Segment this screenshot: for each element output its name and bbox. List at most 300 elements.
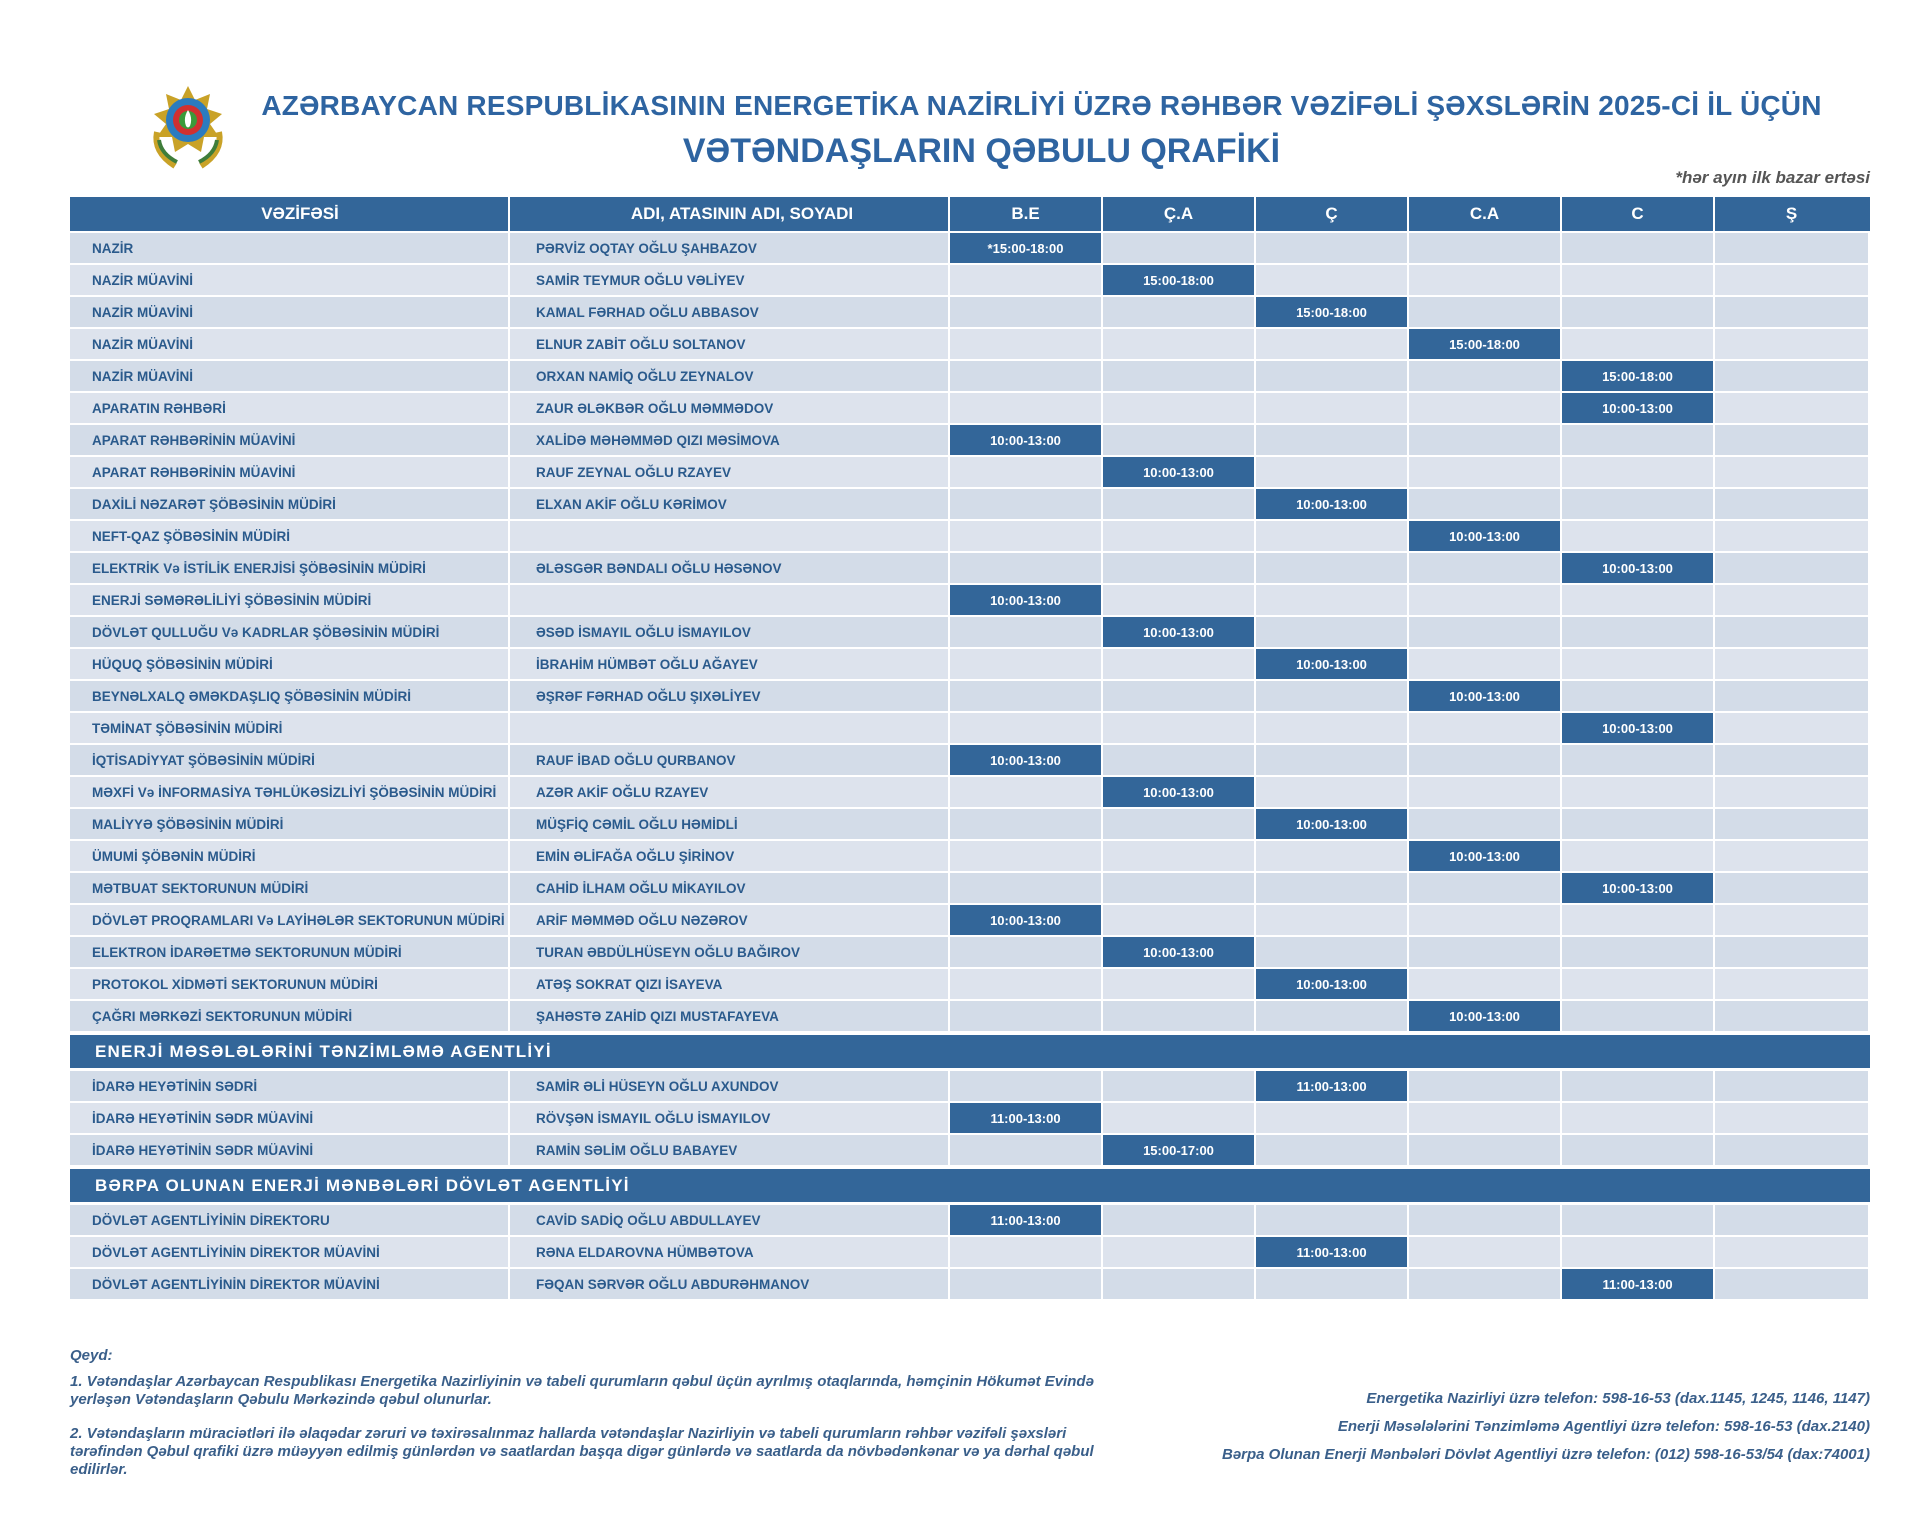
reception-time-cell: 11:00-13:00 [1256,1071,1409,1101]
table-row [70,553,1870,583]
position-cell: DAXİLİ NƏZARƏT ŞÖBƏSİNİN MÜDİRİ [70,489,510,519]
person-name-cell: AZƏR AKİF OĞLU RZAYEV [510,777,950,807]
person-name-cell: SAMİR TEYMUR OĞLU VƏLİYEV [510,265,950,295]
table-row [70,489,1870,519]
empty-day-cell [1562,489,1715,519]
empty-day-cell [1256,329,1409,359]
position-cell: ÇAĞRI MƏRKƏZİ SEKTORUNUN MÜDİRİ [70,1001,510,1031]
person-name-cell: PƏRVİZ OQTAY OĞLU ŞAHBAZOV [510,233,950,263]
position-cell: APARATIN RƏHBƏRİ [70,393,510,423]
empty-day-cell [1409,873,1562,903]
empty-day-cell [1409,1071,1562,1101]
empty-day-cell [1409,809,1562,839]
position-cell: İDARƏ HEYƏTİNİN SƏDR MÜAVİNİ [70,1135,510,1165]
empty-day-cell [1256,905,1409,935]
reception-time-cell: 10:00-13:00 [1103,937,1256,967]
first-monday-note: *hər ayın ilk bazar ertəsi [1675,168,1870,187]
table-row [70,329,1870,359]
empty-day-cell [1409,425,1562,455]
empty-day-cell [1256,841,1409,871]
empty-day-cell [1409,617,1562,647]
empty-day-cell [1103,329,1256,359]
reception-time-cell: 15:00-18:00 [1103,265,1256,295]
position-cell: ELEKTRİK Və İSTİLİK ENERJİSİ ŞÖBƏSİNİN MÜDİRİ [70,553,510,583]
empty-day-cell [1715,1071,1868,1101]
table-row [70,233,1870,263]
empty-day-cell [1562,233,1715,263]
empty-day-cell [1103,905,1256,935]
table-row [70,361,1870,391]
empty-day-cell [1715,1205,1868,1235]
empty-day-cell [1715,1103,1868,1133]
table-row [70,969,1870,999]
empty-day-cell [1562,969,1715,999]
position-cell: DÖVLƏT QULLUĞU Və KADRLAR ŞÖBƏSİNİN MÜDİRİ [70,617,510,647]
table-row [70,905,1870,935]
empty-day-cell [1256,745,1409,775]
contact-phones [1222,1385,1870,1469]
position-cell: DÖVLƏT AGENTLİYİNİN DİREKTOR MÜAVİNİ [70,1237,510,1267]
person-name-cell: KAMAL FƏRHAD OĞLU ABBASOV [510,297,950,327]
table-row [70,809,1870,839]
empty-day-cell [950,265,1103,295]
empty-day-cell [1562,809,1715,839]
empty-day-cell [1562,265,1715,295]
empty-day-cell [1715,425,1868,455]
table-row [70,1135,1870,1165]
empty-day-cell [1409,713,1562,743]
empty-day-cell [1256,1103,1409,1133]
empty-day-cell [1409,1205,1562,1235]
reception-time-cell: 10:00-13:00 [1409,841,1562,871]
empty-day-cell [1103,1071,1256,1101]
empty-day-cell [1715,521,1868,551]
reception-time-cell: 10:00-13:00 [1562,553,1715,583]
table-row [70,457,1870,487]
reception-time-cell: 10:00-13:00 [950,425,1103,455]
title-line-2: VƏTƏNDAŞLARIN QƏBULU QRAFİKİ [682,132,1281,170]
empty-day-cell [1103,361,1256,391]
position-cell: ENERJİ SƏMƏRƏLİLİYİ ŞÖBƏSİNİN MÜDİRİ [70,585,510,615]
position-cell: NAZİR MÜAVİNİ [70,361,510,391]
empty-day-cell [1103,841,1256,871]
empty-day-cell [1715,649,1868,679]
empty-day-cell [1103,1269,1256,1299]
table-row [70,425,1870,455]
empty-day-cell [1409,361,1562,391]
empty-day-cell [950,521,1103,551]
empty-day-cell [1103,745,1256,775]
section-rows [70,1071,1870,1165]
empty-day-cell [1103,1205,1256,1235]
empty-day-cell [1256,265,1409,295]
empty-day-cell [950,457,1103,487]
table-row [70,777,1870,807]
person-name-cell [510,521,950,551]
empty-day-cell [1562,1001,1715,1031]
person-name-cell: XALİDƏ MƏHƏMMƏD QIZI MƏSİMOVA [510,425,950,455]
column-header: B.E [950,197,1103,231]
person-name-cell: ATƏŞ SOKRAT QIZI İSAYEVA [510,969,950,999]
empty-day-cell [950,937,1103,967]
empty-day-cell [1409,265,1562,295]
position-cell: APARAT RƏHBƏRİNİN MÜAVİNİ [70,425,510,455]
person-name-cell: RÖVŞƏN İSMAYIL OĞLU İSMAYILOV [510,1103,950,1133]
empty-day-cell [1256,1205,1409,1235]
reception-time-cell: 10:00-13:00 [1409,681,1562,711]
column-header: Ç.A [1103,197,1256,231]
empty-day-cell [1715,809,1868,839]
position-cell: NAZİR MÜAVİNİ [70,329,510,359]
empty-day-cell [1103,489,1256,519]
person-name-cell: ƏLƏSGƏR BƏNDALI OĞLU HƏSƏNOV [510,553,950,583]
person-name-cell: ELNUR ZABİT OĞLU SOLTANOV [510,329,950,359]
empty-day-cell [1562,521,1715,551]
person-name-cell: ŞAHƏSTƏ ZAHİD QIZI MUSTAFAYEVA [510,1001,950,1031]
reception-time-cell: 10:00-13:00 [1103,457,1256,487]
empty-day-cell [1103,297,1256,327]
person-name-cell: ARİF MƏMMƏD OĞLU NƏZƏROV [510,905,950,935]
empty-day-cell [1103,425,1256,455]
empty-day-cell [1715,265,1868,295]
empty-day-cell [1256,521,1409,551]
person-name-cell: RAUF ZEYNAL OĞLU RZAYEV [510,457,950,487]
empty-day-cell [950,617,1103,647]
table-row [70,713,1870,743]
empty-day-cell [1562,777,1715,807]
person-name-cell: MÜŞFİQ CƏMİL OĞLU HƏMİDLİ [510,809,950,839]
empty-day-cell [1409,1103,1562,1133]
empty-day-cell [1103,553,1256,583]
empty-day-cell [1103,521,1256,551]
reception-time-cell: 11:00-13:00 [950,1103,1103,1133]
table-row [70,1205,1870,1235]
reception-time-cell: 15:00-18:00 [1562,361,1715,391]
person-name-cell: RAUF İBAD OĞLU QURBANOV [510,745,950,775]
empty-day-cell [1562,905,1715,935]
reception-time-cell: 10:00-13:00 [1256,489,1409,519]
empty-day-cell [1103,649,1256,679]
table-row [70,1269,1870,1299]
column-header: Ş [1785,204,1798,223]
reception-time-cell: 10:00-13:00 [1256,649,1409,679]
note-2: 2. Vətəndaşların müraciətləri ilə əlaqədar zəruri və təxirəsalınmaz hallarda vətəndaşlar Nazirliyin və tabeli qurumların rəhbər vəzifəli şəxsləri tərəfindən Qəbul qrafiki üzrə müəyyən edilmiş günlərdən və saatlardan başqa digər günlərdə və saatlarda da növbədənkənar və ya dərhal qəbul edilirlər. [70,1425,1094,1478]
reception-time-cell: 11:00-13:00 [950,1205,1103,1235]
table-row [70,617,1870,647]
empty-day-cell [1409,905,1562,935]
empty-day-cell [1409,393,1562,423]
section-header: BƏRPA OLUNAN ENERJİ MƏNBƏLƏRİ DÖVLƏT AGENTLİYİ [70,1169,1870,1202]
empty-day-cell [950,393,1103,423]
reception-time-cell: 10:00-13:00 [1409,1001,1562,1031]
empty-day-cell [1256,713,1409,743]
reception-time-cell: 10:00-13:00 [1103,777,1256,807]
empty-day-cell [1715,937,1868,967]
empty-day-cell [1562,329,1715,359]
person-name-cell: FƏQAN SƏRVƏR OĞLU ABDURƏHMANOV [510,1269,950,1299]
position-cell: DÖVLƏT AGENTLİYİNİN DİREKTORU [70,1205,510,1235]
reception-time-cell: 10:00-13:00 [950,905,1103,935]
note-1: 1. Vətəndaşlar Azərbaycan Respublikası Energetika Nazirliyinin və tabeli qurumların qəbul üçün ayrılmış otaqlarında, həmçinin Hökumət Evində yerləşən Vətəndaşların Qəbulu Mərkəzində qəbul olunurlar. [70,1373,1094,1408]
empty-day-cell [1103,1001,1256,1031]
empty-day-cell [950,841,1103,871]
empty-day-cell [1715,873,1868,903]
empty-day-cell [1103,969,1256,999]
empty-day-cell [950,1135,1103,1165]
position-cell: NAZİR MÜAVİNİ [70,297,510,327]
person-name-cell [510,713,950,743]
empty-day-cell [1715,553,1868,583]
empty-day-cell [950,713,1103,743]
reception-time-cell: 10:00-13:00 [950,585,1103,615]
reception-time-cell: 10:00-13:00 [1256,809,1409,839]
empty-day-cell [1256,937,1409,967]
empty-day-cell [950,873,1103,903]
table-row [70,745,1870,775]
reception-time-cell: 10:00-13:00 [1562,873,1715,903]
empty-day-cell [1256,1001,1409,1031]
empty-day-cell [1256,457,1409,487]
note-heading: Qeyd: [70,1347,113,1364]
empty-day-cell [1562,841,1715,871]
empty-day-cell [1256,425,1409,455]
empty-day-cell [1409,233,1562,263]
empty-day-cell [950,777,1103,807]
person-name-cell: ORXAN NAMİQ OĞLU ZEYNALOV [510,361,950,391]
position-cell: MƏTBUAT SEKTORUNUN MÜDİRİ [70,873,510,903]
reception-time-cell: 10:00-13:00 [1562,713,1715,743]
empty-day-cell [1103,233,1256,263]
empty-day-cell [1103,1103,1256,1133]
table-row [70,937,1870,967]
empty-day-cell [1103,393,1256,423]
empty-day-cell [1409,297,1562,327]
empty-day-cell [1409,1135,1562,1165]
column-header: C.A [1409,197,1562,231]
empty-day-cell [1715,777,1868,807]
empty-day-cell [1103,873,1256,903]
empty-day-cell [1256,617,1409,647]
person-name-cell: CAHİD İLHAM OĞLU MİKAYILOV [510,873,950,903]
column-header: C [1562,197,1715,231]
empty-day-cell [1562,681,1715,711]
empty-day-cell [1256,777,1409,807]
position-cell: ÜMUMİ ŞÖBƏNİN MÜDİRİ [70,841,510,871]
empty-day-cell [950,297,1103,327]
empty-day-cell [950,1001,1103,1031]
empty-day-cell [950,1071,1103,1101]
section-header: ENERJİ MƏSƏLƏLƏRİNİ TƏNZİMLƏMƏ AGENTLİYİ [70,1035,1870,1068]
reception-time-cell: 10:00-13:00 [1256,969,1409,999]
empty-day-cell [1103,1237,1256,1267]
empty-day-cell [1103,809,1256,839]
empty-day-cell [1409,1269,1562,1299]
table-row [70,1071,1870,1101]
reception-time-cell: 11:00-13:00 [1256,1237,1409,1267]
empty-day-cell [1256,1135,1409,1165]
table-row [70,649,1870,679]
empty-day-cell [950,1269,1103,1299]
column-header: VƏZİFƏSİ [70,197,510,231]
empty-day-cell [950,553,1103,583]
empty-day-cell [1562,937,1715,967]
person-name-cell: ƏŞRƏF FƏRHAD OĞLU ŞIXƏLİYEV [510,681,950,711]
table-row [70,681,1870,711]
empty-day-cell [1715,329,1868,359]
position-cell: İDARƏ HEYƏTİNİN SƏDR MÜAVİNİ [70,1103,510,1133]
empty-day-cell [950,489,1103,519]
empty-day-cell [1715,841,1868,871]
empty-day-cell [1256,681,1409,711]
position-cell: DÖVLƏT AGENTLİYİNİN DİREKTOR MÜAVİNİ [70,1269,510,1299]
table-row [70,265,1870,295]
empty-day-cell [1715,1135,1868,1165]
empty-day-cell [1562,1103,1715,1133]
person-name-cell: RƏNA ELDAROVNA HÜMBƏTOVA [510,1237,950,1267]
empty-day-cell [1562,649,1715,679]
empty-day-cell [1562,745,1715,775]
person-name-cell: ZAUR ƏLƏKBƏR OĞLU MƏMMƏDOV [510,393,950,423]
person-name-cell: ELXAN AKİF OĞLU KƏRİMOV [510,489,950,519]
empty-day-cell [1715,617,1868,647]
agency-sections [70,1035,1870,1299]
empty-day-cell [1409,937,1562,967]
person-name-cell: EMİN ƏLİFAĞA OĞLU ŞİRİNOV [510,841,950,871]
position-cell: HÜQUQ ŞÖBƏSİNİN MÜDİRİ [70,649,510,679]
empty-day-cell [1715,457,1868,487]
position-cell: NAZİR [70,233,510,263]
phone-regulation-agency: Enerji Məsələlərini Tənzimləmə Agentliyi üzrə telefon: 598-16-53 (dax.2140) [1337,1418,1870,1435]
position-cell: NAZİR MÜAVİNİ [70,265,510,295]
position-cell: DÖVLƏT PROQRAMLARI Və LAYİHƏLƏR SEKTORUNUN MÜDİRİ [70,905,510,935]
person-name-cell: RAMİN SƏLİM OĞLU BABAYEV [510,1135,950,1165]
phone-ministry: Energetika Nazirliyi üzrə telefon: 598-16-53 (dax.1145, 1245, 1146, 1147) [1366,1390,1870,1407]
empty-day-cell [1409,553,1562,583]
empty-day-cell [1409,489,1562,519]
reception-time-cell: *15:00-18:00 [950,233,1103,263]
empty-day-cell [1715,297,1868,327]
person-name-cell [510,585,950,615]
empty-day-cell [1562,297,1715,327]
empty-day-cell [1562,1205,1715,1235]
table-row [70,1237,1870,1267]
reception-time-cell: 10:00-13:00 [1103,617,1256,647]
column-header: Ç [1256,197,1409,231]
reception-time-cell: 10:00-13:00 [1562,393,1715,423]
empty-day-cell [1715,361,1868,391]
empty-day-cell [1562,1237,1715,1267]
table-row [70,585,1870,615]
person-name-cell: SAMİR ƏLİ HÜSEYN OĞLU AXUNDOV [510,1071,950,1101]
schedule-table [70,197,1870,1301]
table-row [70,393,1870,423]
empty-day-cell [1409,745,1562,775]
empty-day-cell [1562,617,1715,647]
table-row [70,1103,1870,1133]
position-cell: İQTİSADİYYAT ŞÖBƏSİNİN MÜDİRİ [70,745,510,775]
table-row [70,873,1870,903]
table-row [70,1001,1870,1031]
empty-day-cell [1715,489,1868,519]
column-header: ADI, ATASININ ADI, SOYADI [510,197,950,231]
position-cell: PROTOKOL XİDMƏTİ SEKTORUNUN MÜDİRİ [70,969,510,999]
person-name-cell: CAVİD SADİQ OĞLU ABDULLAYEV [510,1205,950,1235]
empty-day-cell [1103,713,1256,743]
empty-day-cell [1409,969,1562,999]
empty-day-cell [1715,233,1868,263]
section-rows [70,1205,1870,1299]
position-cell: TƏMİNAT ŞÖBƏSİNİN MÜDİRİ [70,713,510,743]
phone-renewable-agency: Bərpa Olunan Enerji Mənbələri Dövlət Agentliyi üzrə telefon: (012) 598-16-53/54 (dax:74001) [1222,1446,1870,1463]
position-cell: MALİYYƏ ŞÖBƏSİNİN MÜDİRİ [70,809,510,839]
empty-day-cell [1103,585,1256,615]
reception-time-cell: 15:00-18:00 [1256,297,1409,327]
position-cell: NEFT-QAZ ŞÖBƏSİNİN MÜDİRİ [70,521,510,551]
footnotes [70,1347,1100,1495]
person-name-cell: ƏSƏD İSMAYIL OĞLU İSMAYILOV [510,617,950,647]
empty-day-cell [1715,1269,1868,1299]
reception-time-cell: 15:00-18:00 [1409,329,1562,359]
empty-day-cell [1562,457,1715,487]
empty-day-cell [1409,1237,1562,1267]
reception-time-cell: 10:00-13:00 [1409,521,1562,551]
empty-day-cell [1715,1237,1868,1267]
empty-day-cell [1562,1135,1715,1165]
reception-time-cell: 15:00-17:00 [1103,1135,1256,1165]
empty-day-cell [1715,393,1868,423]
table-row [70,841,1870,871]
empty-day-cell [1715,681,1868,711]
empty-day-cell [950,809,1103,839]
empty-day-cell [1409,585,1562,615]
empty-day-cell [950,361,1103,391]
person-name-cell: İBRAHİM HÜMBƏT OĞLU AĞAYEV [510,649,950,679]
empty-day-cell [1256,553,1409,583]
empty-day-cell [950,329,1103,359]
empty-day-cell [950,1237,1103,1267]
title-line-1: AZƏRBAYCAN RESPUBLİKASININ ENERGETİKA NAZİRLİYİ ÜZRƏ RƏHBƏR VƏZİFƏLİ ŞƏXSLƏRİN 2025-Cİ İL ÜÇÜN [261,90,1822,121]
empty-day-cell [950,649,1103,679]
table-row [70,297,1870,327]
reception-time-cell: 10:00-13:00 [950,745,1103,775]
empty-day-cell [1256,393,1409,423]
reception-time-cell: 11:00-13:00 [1562,1269,1715,1299]
empty-day-cell [1715,905,1868,935]
empty-day-cell [1562,585,1715,615]
empty-day-cell [1256,361,1409,391]
table-header [70,197,1870,231]
empty-day-cell [950,969,1103,999]
empty-day-cell [1256,233,1409,263]
empty-day-cell [1715,585,1868,615]
empty-day-cell [1103,681,1256,711]
empty-day-cell [1256,585,1409,615]
position-cell: APARAT RƏHBƏRİNİN MÜAVİNİ [70,457,510,487]
empty-day-cell [1409,777,1562,807]
position-cell: ELEKTRON İDARƏETMƏ SEKTORUNUN MÜDİRİ [70,937,510,967]
ministry-rows [70,233,1870,1031]
empty-day-cell [1409,457,1562,487]
empty-day-cell [950,681,1103,711]
empty-day-cell [1562,425,1715,455]
position-cell: BEYNƏLXALQ ƏMƏKDAŞLIQ ŞÖBƏSİNİN MÜDİRİ [70,681,510,711]
position-cell: MƏXFİ Və İNFORMASİYA TƏHLÜKƏSİZLİYİ ŞÖBƏSİNİN MÜDİRİ [70,777,510,807]
person-name-cell: TURAN ƏBDÜLHÜSEYN OĞLU BAĞIROV [510,937,950,967]
table-row [70,521,1870,551]
empty-day-cell [1715,745,1868,775]
empty-day-cell [1715,713,1868,743]
empty-day-cell [1715,969,1868,999]
